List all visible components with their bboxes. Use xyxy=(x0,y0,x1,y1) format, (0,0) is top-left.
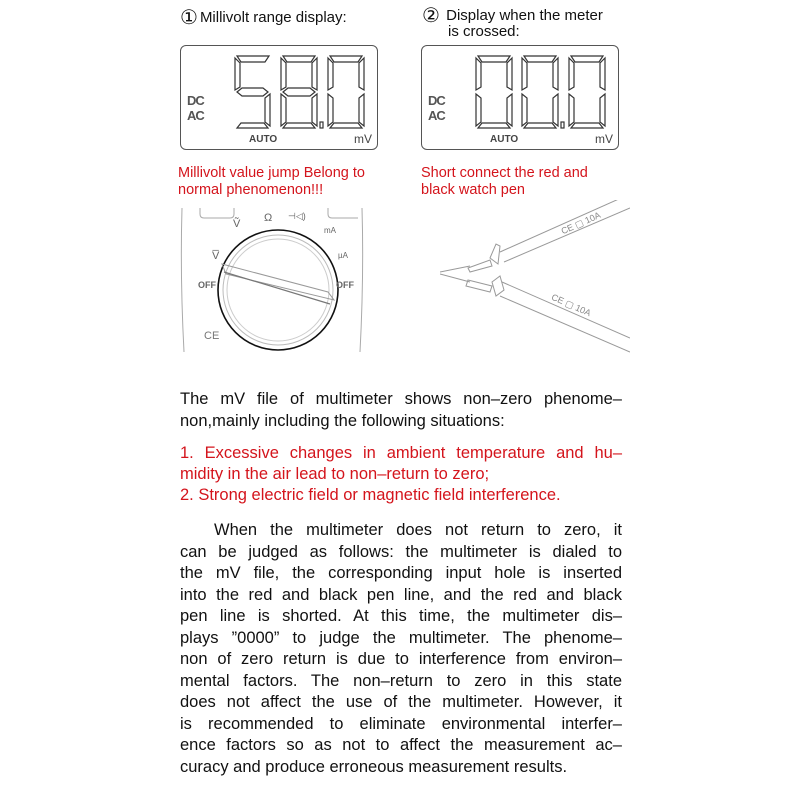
probes-drawing xyxy=(440,200,630,360)
reasons-list: 1. Excessive changes in ambient temperature and hu– midity in the air lead to non–return to zero; 2. Strong electric field or magnetic field interference. xyxy=(180,444,622,504)
ma-label: mA xyxy=(324,226,336,235)
multimeter-dial-illustration xyxy=(178,206,366,354)
auto-indicator: AUTO xyxy=(490,134,519,145)
lower-probe-marking: CE ▢ 10A xyxy=(549,291,593,319)
ce-mark: CE xyxy=(204,330,220,342)
step-number-2: ② xyxy=(422,5,440,27)
panel2-title: ② Display when the meter is crossed: xyxy=(422,5,603,40)
mode-ac-label: AC xyxy=(428,108,445,123)
intro-paragraph: The mV file of multimeter shows non–zero phenome– non,mainly including the following situations: xyxy=(180,390,622,430)
reason-item-2: 2. Strong electric field or magnetic field interference. xyxy=(180,486,561,504)
seven-segment-digits-000 xyxy=(472,52,614,132)
panel2-caption: Short connect the red and black watch pen xyxy=(421,165,588,198)
panel1-title: ① Millivolt range display: xyxy=(180,7,347,29)
off-right-label: OFF xyxy=(336,280,354,290)
off-left-label: OFF xyxy=(198,280,216,290)
ohm-label: Ω xyxy=(264,212,273,224)
ua-label: µA xyxy=(338,251,348,260)
body-paragraph: When the multimeter does not return to zero, it can be judged as follows: the multimeter is dialed to the mV file, the corresponding input hole is inserted into the red and black pen line, and the red and black pen line is shorted. At this time, the multimeter dis– plays ”0000” to judge the multimeter. The phenome– non of zero return is due to interference from environ– mental factors. The non–return to zero in this state does not affect the use of the multimeter. However, it is recommended to eliminate environmental interfer– ence factors so as not to affect the measurement ac– curacy and produce erroneous measurement results. xyxy=(180,521,622,776)
diode-buzzer-label: ⊣◁) xyxy=(288,211,306,221)
v-dc-label: V̅ xyxy=(212,250,220,262)
seven-segment-digits-580 xyxy=(231,52,373,132)
unit-mv-label: mV xyxy=(354,132,372,146)
auto-indicator: AUTO xyxy=(249,134,278,145)
panel1-caption: Millivolt value jump Belong to normal phenomenon!!! xyxy=(178,165,365,198)
mode-dc-label: DC xyxy=(187,93,204,108)
upper-probe-marking: CE ▢ 10A xyxy=(559,209,603,237)
lcd-display-millivolt xyxy=(180,45,378,150)
mode-dc-label: DC xyxy=(428,93,445,108)
reason-item-1: 1. Excessive changes in ambient temperature and hu– xyxy=(180,444,622,462)
step-number-1: ① xyxy=(180,7,198,29)
v-ac-label: Ṽ xyxy=(233,218,241,230)
unit-mv-label: mV xyxy=(595,132,613,146)
lcd-display-crossed xyxy=(421,45,619,150)
test-probes-illustration xyxy=(440,200,630,360)
mode-ac-label: AC xyxy=(187,108,204,123)
